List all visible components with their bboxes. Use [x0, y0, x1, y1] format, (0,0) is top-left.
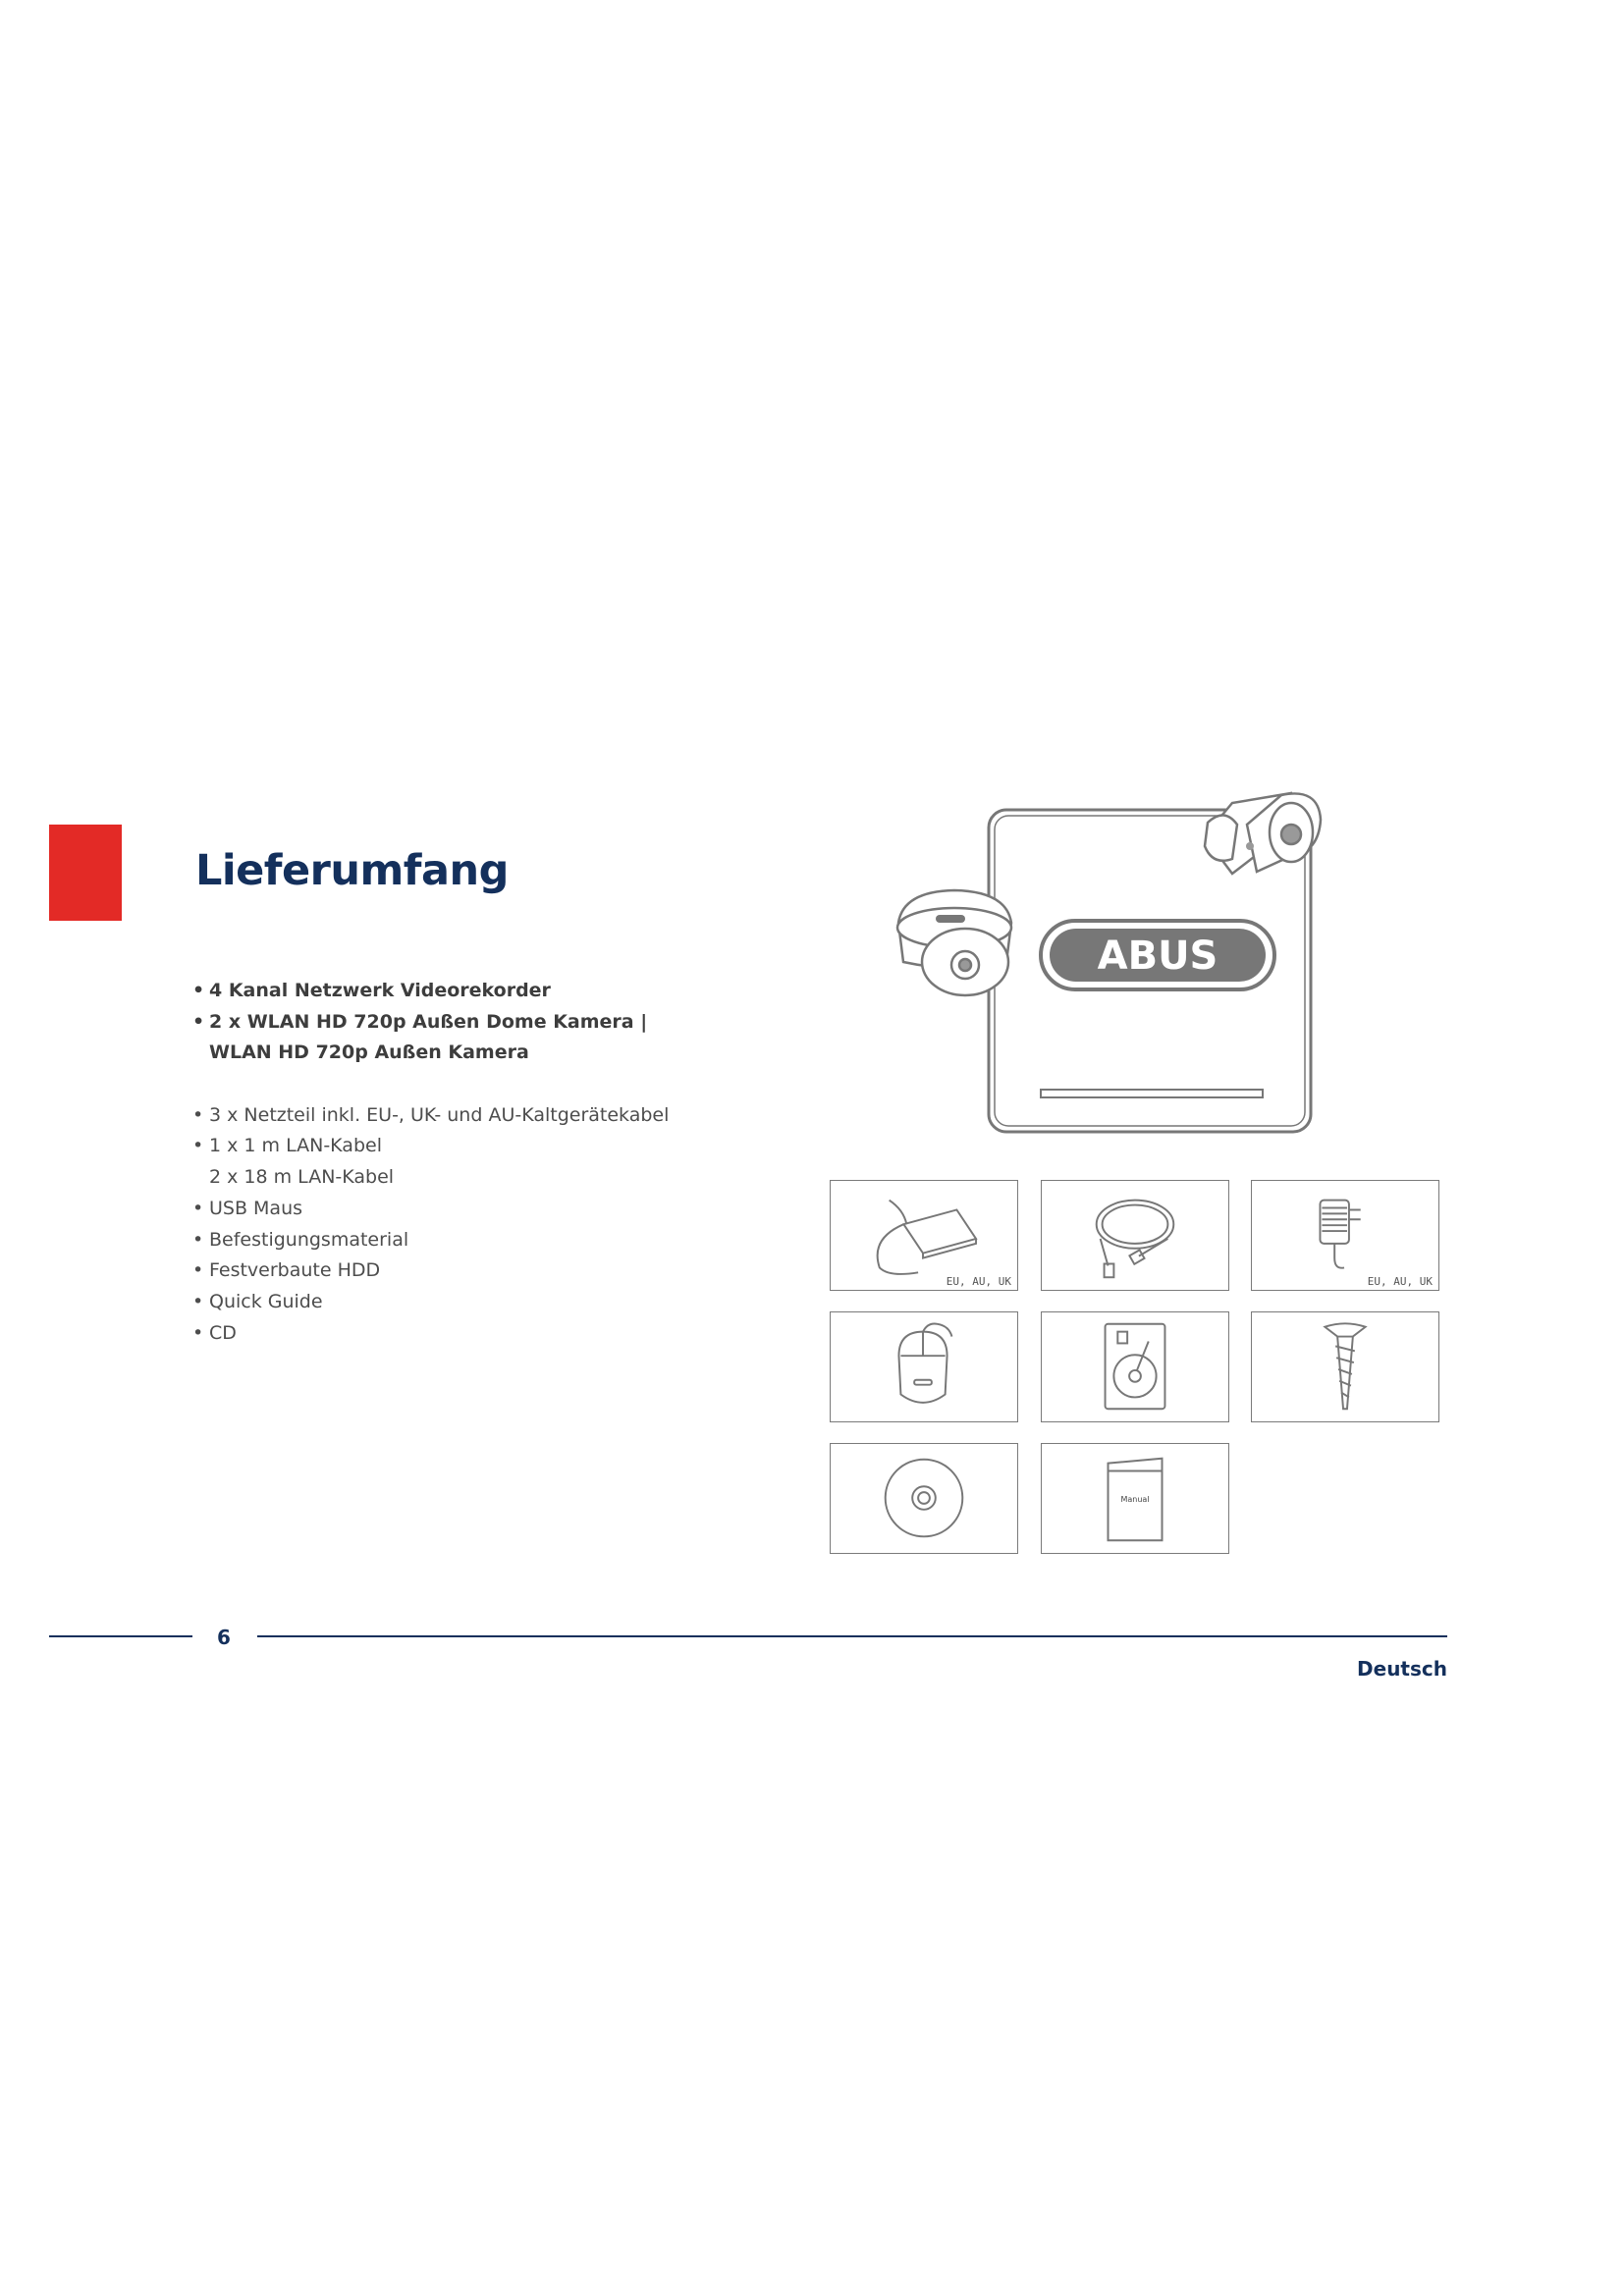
list-item — [192, 1100, 669, 1132]
abus-logo — [1041, 921, 1274, 989]
list-item — [192, 1131, 669, 1162]
list-item-text: 2 x 18 m LAN-Kabel — [209, 1166, 395, 1189]
footer-rule-right — [257, 1635, 1447, 1637]
language-label: Deutsch — [1357, 1657, 1447, 1681]
tile-plug-adapter — [1251, 1180, 1439, 1291]
bullet: • — [192, 1197, 204, 1219]
list-item — [192, 1287, 669, 1318]
list-item-text: Festverbaute HDD — [209, 1259, 381, 1282]
bullet: • — [192, 1259, 204, 1282]
tile-manual — [1041, 1443, 1229, 1554]
tile-caption: EU, AU, UK — [946, 1275, 1011, 1288]
list-item-text: 4 Kanal Netzwerk Videorekorder — [209, 980, 551, 1001]
list-item — [192, 1007, 669, 1039]
list-item-text: 2 x WLAN HD 720p Außen Dome Kamera | — [209, 1010, 648, 1033]
plug-adapter-icon — [1252, 1181, 1438, 1290]
list-item-continuation — [192, 1162, 669, 1194]
bullet: • — [192, 1228, 204, 1251]
page-title: Lieferumfang — [195, 846, 509, 895]
list-item — [192, 1318, 669, 1350]
bullet: • — [192, 1321, 204, 1344]
tile-cd — [830, 1443, 1018, 1554]
bullet: • — [192, 1135, 204, 1157]
tile-screw — [1251, 1311, 1439, 1422]
bullet: • — [192, 980, 205, 1001]
list-item — [192, 1225, 669, 1256]
list-item-text: USB Maus — [209, 1197, 303, 1219]
power-adapter-icon — [831, 1181, 1017, 1290]
list-item-text: 3 x Netzteil inkl. EU-, UK- und AU-Kaltgerätekabel — [209, 1103, 670, 1126]
dome-camera-icon — [897, 890, 1011, 995]
mouse-icon — [831, 1312, 1017, 1421]
svg-text:ABUS: ABUS — [1097, 934, 1218, 979]
list-item — [192, 1255, 669, 1287]
list-item-text: Befestigungsmaterial — [209, 1228, 409, 1251]
list-item-text: WLAN HD 720p Außen Kamera — [209, 1041, 529, 1064]
tile-lan-cable — [1041, 1180, 1229, 1291]
list-item-text: Quick Guide — [209, 1290, 323, 1312]
tile-power-adapter — [830, 1180, 1018, 1291]
list-item — [192, 1194, 669, 1225]
bullet: • — [192, 1290, 204, 1312]
red-section-marker — [49, 825, 122, 921]
cd-icon — [831, 1444, 1017, 1553]
lan-cable-icon — [1042, 1181, 1228, 1290]
contents-list — [192, 976, 669, 1349]
tile-caption: EU, AU, UK — [1367, 1275, 1433, 1288]
page-number: 6 — [217, 1626, 231, 1649]
tile-hdd — [1041, 1311, 1229, 1422]
footer-rule-left — [49, 1635, 192, 1637]
list-item-text: 1 x 1 m LAN-Kabel — [209, 1135, 382, 1157]
bullet: • — [192, 1010, 205, 1033]
bullet: • — [192, 1103, 204, 1126]
tile-mouse — [830, 1311, 1018, 1422]
list-item-continuation — [192, 1038, 669, 1069]
product-illustration — [859, 785, 1419, 1144]
hdd-icon — [1042, 1312, 1228, 1421]
screw-icon — [1252, 1312, 1438, 1421]
manual-label: Manual — [1120, 1495, 1150, 1504]
list-item-text: CD — [209, 1321, 237, 1344]
list-item — [192, 976, 669, 1007]
